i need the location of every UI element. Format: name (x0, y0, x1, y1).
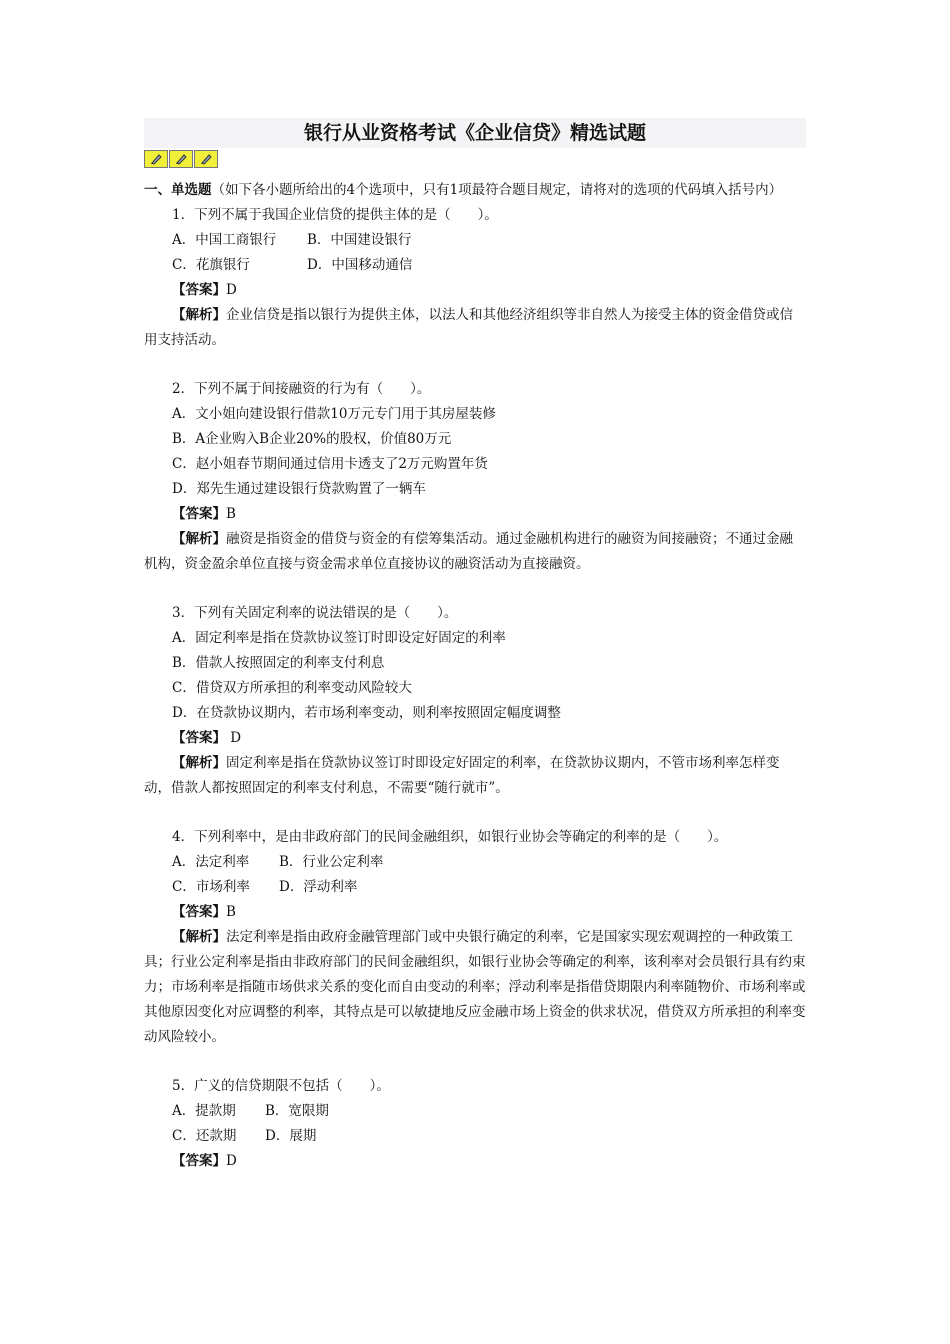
option-a: A．固定利率是指在贷款协议签订时即设定好固定的利率 (172, 630, 506, 646)
option-b: B．A企业购入B企业20%的股权，价值80万元 (172, 431, 452, 447)
option-row (144, 228, 806, 253)
option-c: C．还款期 (172, 1128, 237, 1144)
analysis-text: 企业信贷是指以银行为提供主体，以法人和其他经济组织等非自然人为接受主体的资金借贷或信用支持活动。 (144, 307, 793, 348)
answer-value: D (226, 730, 242, 746)
option-d: D．在贷款协议期内，若市场利率变动，则利率按照固定幅度调整 (172, 705, 561, 721)
analysis-paragraph (144, 925, 806, 1050)
answer-value: D (226, 282, 237, 298)
answer-line (144, 726, 806, 751)
answer-line (144, 278, 806, 303)
answer-label: 【答案】 (172, 904, 226, 920)
document-title: 银行从业资格考试《企业信贷》精选试题 (144, 118, 806, 148)
analysis-text: 法定利率是指由政府金融管理部门或中央银行确定的利率，它是国家实现宏观调控的一种政策工具；行业公定利率是指由非政府部门的民间金融组织，如银行业协会等确定的利率，该利率对会员银行具有约束力；市场利率是指随市场供求关系的变化而自由变动的利率；浮动利率是指借贷期限内利率随物价、市场利率或其他原因变化对应调整的利率，其特点是可以敏捷地反应金融市场上资金的供求状况，借贷双方所承担的利率变动风险较小。 (144, 929, 806, 1045)
question-stem: 4．下列利率中，是由非政府部门的民间金融组织，如银行业协会等确定的利率的是（ ）。 (172, 829, 728, 845)
option-d: D．郑先生通过建设银行贷款购置了一辆车 (172, 481, 426, 497)
option-c: C．借贷双方所承担的利率变动风险较大 (172, 680, 412, 696)
option-c: C．市场利率 (172, 879, 250, 895)
toolbar-icons (144, 150, 806, 168)
question-stem: 1．下列不属于我国企业信贷的提供主体的是（ ）。 (172, 207, 498, 223)
answer-value: B (226, 506, 236, 522)
option-row (144, 1099, 806, 1124)
answer-line (144, 502, 806, 527)
answer-label: 【答案】 (172, 1153, 226, 1169)
section-label: 一、单选题 (144, 182, 212, 198)
option-b: B．宽限期 (265, 1103, 329, 1119)
answer-value: B (226, 904, 236, 920)
pen-icon[interactable] (194, 150, 218, 168)
option-b: B．借款人按照固定的利率支付利息 (172, 655, 385, 671)
option-row (144, 850, 806, 875)
analysis-label: 【解析】 (172, 307, 226, 323)
question-stem: 5．广义的信贷期限不包括（ ）。 (172, 1078, 390, 1094)
option-c: C．花旗银行 (172, 257, 250, 273)
analysis-paragraph (144, 751, 806, 801)
answer-line (144, 1149, 806, 1174)
option-row (144, 1124, 806, 1149)
answer-value: D (226, 1153, 237, 1169)
answer-label: 【答案】 (172, 282, 226, 298)
option-a: A．法定利率 (172, 854, 250, 870)
option-row (144, 875, 806, 900)
analysis-label: 【解析】 (172, 929, 226, 945)
section-note: （如下各小题所给出的4个选项中，只有1项最符合题目规定，请将对的选项的代码填入括号内） (211, 182, 783, 198)
analysis-paragraph (144, 527, 806, 577)
analysis-label: 【解析】 (172, 755, 226, 771)
option-a: A．文小姐向建设银行借款10万元专门用于其房屋装修 (172, 406, 496, 422)
answer-label: 【答案】 (172, 506, 226, 522)
answer-label: 【答案】 (172, 730, 226, 746)
analysis-text: 固定利率是指在贷款协议签订时即设定好固定的利率，在贷款协议期内，不管市场利率怎样变动，借款人都按照固定的利率支付利息，不需要“随行就市”。 (144, 755, 780, 796)
option-b: B．行业公定利率 (279, 854, 384, 870)
option-d: D．展期 (265, 1128, 317, 1144)
analysis-paragraph (144, 303, 806, 353)
pen-icon[interactable] (144, 150, 168, 168)
option-d: D．中国移动通信 (307, 257, 413, 273)
analysis-label: 【解析】 (172, 531, 226, 547)
document-page (144, 118, 806, 1174)
option-c: C．赵小姐春节期间通过信用卡透支了2万元购置年货 (172, 456, 488, 472)
analysis-text: 融资是指资金的借贷与资金的有偿筹集活动。通过金融机构进行的融资为间接融资；不通过金融机构，资金盈余单位直接与资金需求单位直接协议的融资活动为直接融资。 (144, 531, 793, 572)
section-heading (144, 178, 806, 203)
option-d: D．浮动利率 (279, 879, 358, 895)
answer-line (144, 900, 806, 925)
pen-icon[interactable] (169, 150, 193, 168)
option-a: A．提款期 (172, 1103, 236, 1119)
option-row (144, 253, 806, 278)
question-stem: 3．下列有关固定利率的说法错误的是（ ）。 (172, 605, 458, 621)
question-stem: 2．下列不属于间接融资的行为有（ ）。 (172, 381, 431, 397)
option-a: A．中国工商银行 (172, 232, 277, 248)
option-b: B．中国建设银行 (307, 232, 412, 248)
